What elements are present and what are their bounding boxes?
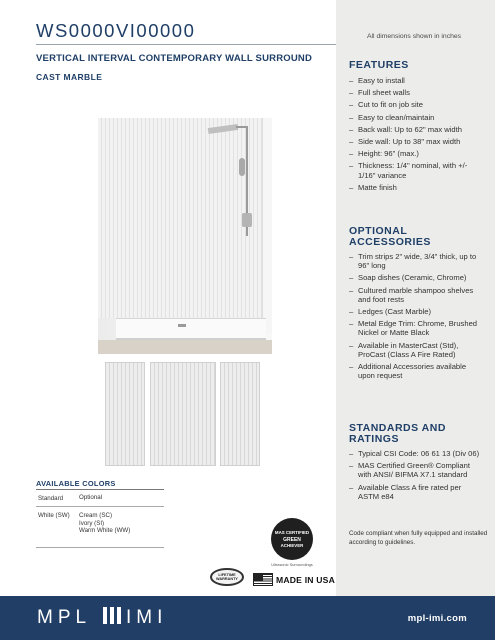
- list-item: – Thickness: 1/4" nominal, with +/- 1/16" variance: [349, 161, 481, 179]
- side-wall-panel: [262, 118, 272, 333]
- standards-list: [349, 449, 481, 504]
- list-item: – Soap dishes (Ceramic, Chrome): [349, 273, 481, 282]
- drain-icon: [178, 324, 186, 327]
- table-header: [36, 490, 164, 506]
- list-item: – Typical CSI Code: 06 61 13 (Div 06): [349, 449, 481, 458]
- badge-line: GREEN: [283, 537, 301, 543]
- list-item: – Available in MasterCast (Std), ProCast (Class A Fire Rated): [349, 341, 481, 359]
- column-header-optional: Optional: [79, 494, 103, 502]
- standard-color: White (SW): [38, 512, 70, 519]
- company-logo: MPL: [37, 607, 92, 628]
- badge-line: ACHIEVER: [280, 543, 304, 548]
- list-item: – Ledges (Cast Marble): [349, 307, 481, 316]
- list-item: – Matte finish: [349, 183, 481, 192]
- list-item: – Full sheet walls: [349, 88, 481, 97]
- optional-color: Warm White (WW): [79, 527, 131, 534]
- column-header-standard: Standard: [38, 494, 64, 502]
- compliance-note: Code compliant when fully equipped and installed according to guidelines.: [349, 530, 488, 546]
- features-heading: FEATURES: [349, 59, 409, 71]
- usa-flag-icon: [253, 573, 273, 586]
- handheld-shower-icon: [239, 158, 245, 176]
- optional-color: Ivory (SI): [79, 519, 105, 527]
- mas-certified-badge: [271, 518, 313, 560]
- list-item: – Trim strips 2" wide, 3/4" thick, up to 96" long: [349, 252, 481, 270]
- list-item: – Cut to fit on job site: [349, 100, 481, 109]
- texture-swatch: [105, 362, 145, 466]
- list-item: – Metal Edge Trim: Chrome, Brushed Nickel or Matte Black: [349, 319, 481, 337]
- table-row: [36, 507, 164, 547]
- list-item: – Additional Accessories available upon request: [349, 362, 481, 380]
- list-item: – Easy to clean/maintain: [349, 113, 481, 122]
- texture-swatch: [150, 362, 216, 466]
- table-rule: [36, 547, 164, 548]
- badge-line: MAS CERTIFIED: [274, 530, 310, 535]
- title-divider: [36, 44, 336, 45]
- shower-valve-icon: [242, 213, 252, 227]
- optional-accessories-heading: OPTIONAL ACCESSORIES: [349, 225, 431, 248]
- list-item: – Side wall: Up to 38" max width: [349, 137, 481, 146]
- list-item: – Available Class A fire rated per ASTM e84: [349, 483, 481, 501]
- optional-color: Cream (SC): [79, 512, 113, 519]
- available-colors-heading: AVAILABLE COLORS: [36, 479, 116, 488]
- list-item: – Cultured marble shampoo shelves and foot rests: [349, 286, 481, 304]
- features-list: [349, 76, 481, 195]
- optional-colors: [79, 512, 164, 547]
- product-photo: [98, 118, 272, 354]
- standards-heading: STANDARDS AND RATINGS: [349, 422, 446, 445]
- list-item: – Easy to install: [349, 76, 481, 85]
- company-logo-suffix: IMI: [126, 607, 168, 628]
- warranty-badge-icon: LIFETIME WARRANTY: [210, 568, 244, 586]
- list-item: – Back wall: Up to 62" max width: [349, 125, 481, 134]
- floor: [98, 340, 272, 354]
- badge-caption: Ultrasonic Surroundings: [271, 562, 313, 567]
- made-in-usa-label: MADE IN USA: [276, 575, 336, 585]
- list-item: – Height: 96" (max.): [349, 149, 481, 158]
- dimensions-note: All dimensions shown in inches: [367, 33, 462, 40]
- logo-mark-icon: [103, 607, 122, 624]
- model-code: WS0000VI00000: [36, 20, 196, 41]
- website-link[interactable]: mpl-imi.com: [407, 613, 467, 624]
- accessories-list: [349, 252, 481, 383]
- texture-swatch: [220, 362, 260, 466]
- colors-table: [36, 489, 164, 548]
- material-label: CAST MARBLE: [36, 72, 103, 82]
- shower-pan: [116, 318, 266, 340]
- product-subtitle: VERTICAL INTERVAL CONTEMPORARY WALL SURROUND: [36, 53, 313, 64]
- list-item: – MAS Certified Green® Compliant with ANSI/ BIFMA X7.1 standard: [349, 461, 481, 479]
